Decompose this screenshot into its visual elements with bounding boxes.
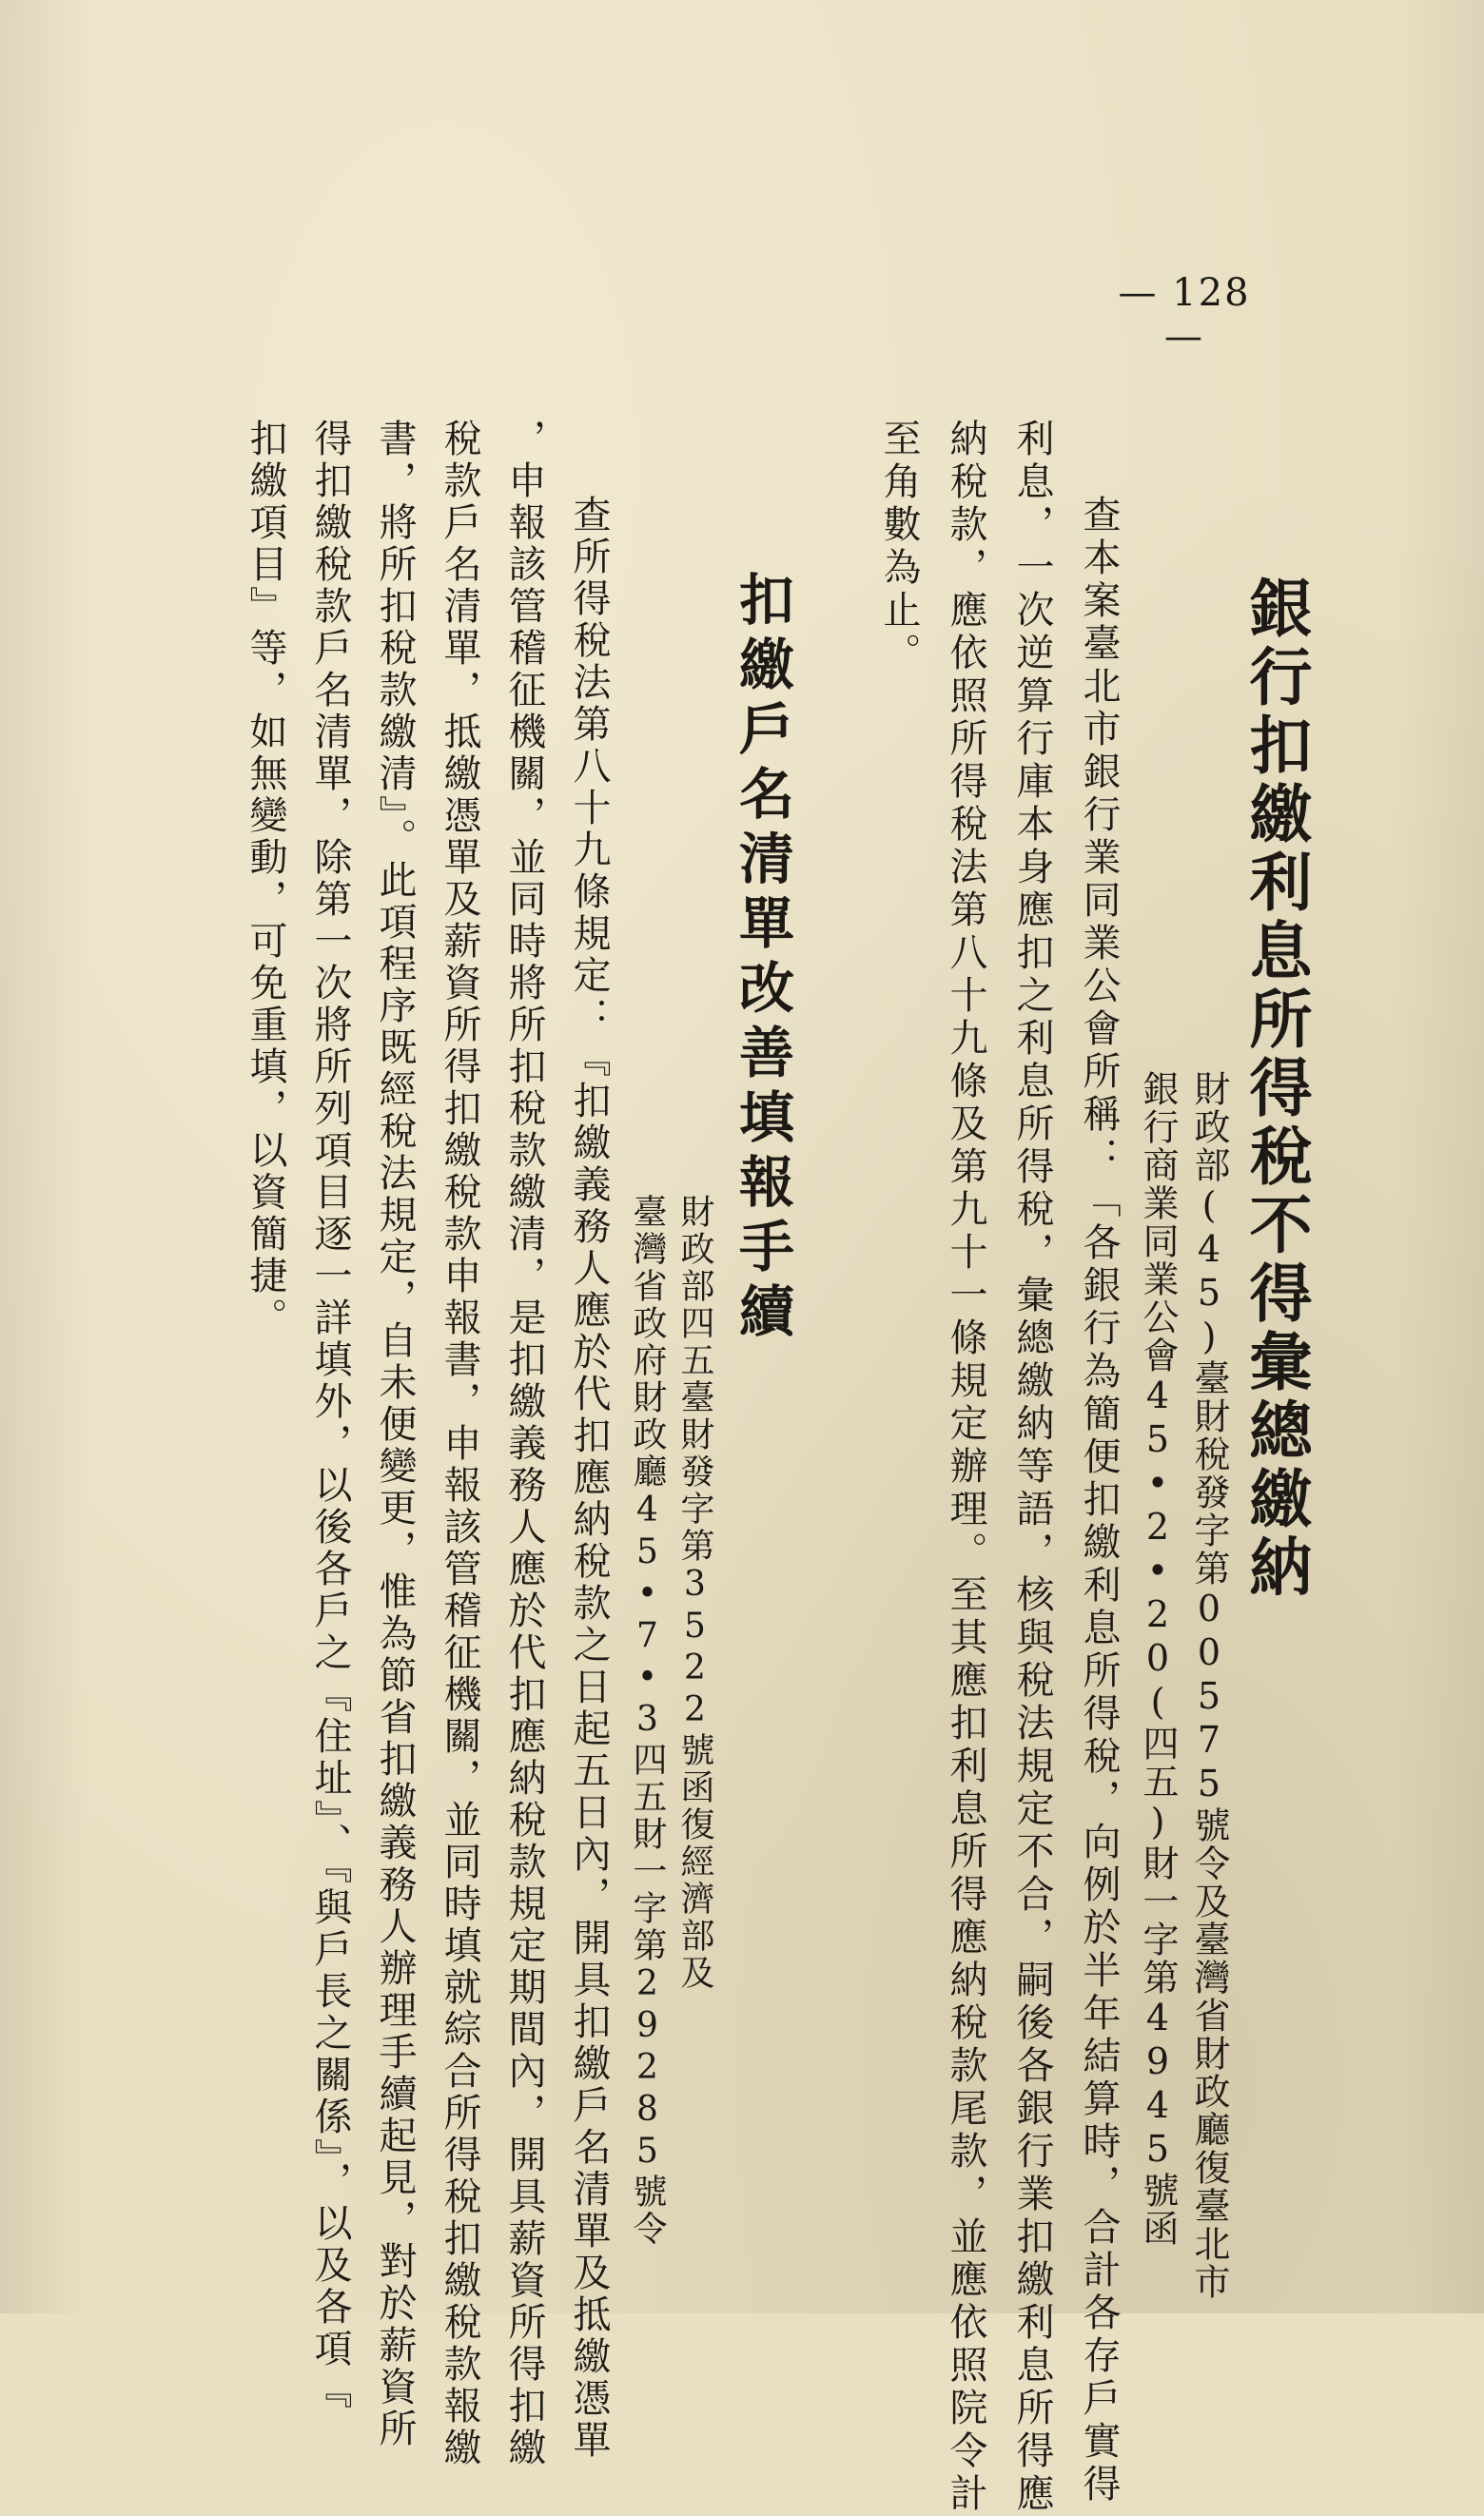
section-2-source-line: 臺灣省政府財政廳45•7•3四五財一字第29285號令	[628, 1194, 667, 2248]
section-2-title: 扣繳戶名清單改善填報手續	[730, 571, 794, 1347]
section-2-paragraph: 扣繳項目』等，如無變動，可免重填，以資簡捷。	[244, 419, 287, 1339]
section-2-paragraph: 得扣繳稅款戶名清單，除第一次將所列項目逐一詳填外，以後各戶之『住址』、『與戶長之關係』，以及各項『	[308, 419, 352, 2412]
section-2-source-line: 財政部四五臺財發字第3522號函復經濟部及	[675, 1194, 714, 1992]
section-2-paragraph: 查所得稅法第八十九條規定：『扣繳義務人應於代扣應納稅款之日起五日內，開具扣繳戶名清單及抵繳憑單	[567, 495, 611, 2462]
section-2-paragraph: ，申報該管稽征機關，並同時將所扣稅款繳清，是扣繳義務人應於代扣應納稅款規定期間內，開具薪資所得扣繳	[502, 419, 546, 2469]
section-1-body	[866, 419, 1132, 2516]
section-1-title: 銀行扣繳利息所得稅不得彙總繳納	[1239, 575, 1313, 1603]
section-1-source-line: 銀行商業同業公會45•2•20(四五)財一字第4945號函	[1137, 1070, 1179, 2248]
section-1-source-line: 財政部(45)臺財稅發字第00575號令及臺灣省財政廳復臺北市	[1188, 1070, 1230, 2301]
section-2-source	[623, 1194, 718, 2248]
page-number: — 128 —	[1118, 271, 1251, 359]
section-2-paragraph: 書，將所扣稅款繳清』。此項程序既經稅法規定，自未便變更，惟為節省扣繳義務人辦理手續起見，對於薪資所	[373, 419, 417, 2450]
section-2-paragraph: 稅款戶名清單，抵繳憑單及薪資所得扣繳稅款申報書，申報該管稽征機關，並同時填就綜合所得稅扣繳稅款報繳	[438, 419, 481, 2469]
section-1-paragraph: 查本案臺北市銀行業同業公會所稱：「各銀行為簡便扣繳利息所得稅，向例於半年結算時，合計各存戶實得	[1077, 495, 1121, 2506]
section-1-paragraph: 利息，一次逆算行庫本身應扣之利息所得稅，彙總繳納等語，核與稅法規定不合，嗣後各銀行業扣繳利息所得應	[1010, 419, 1054, 2516]
section-1-paragraph: 至角數為止。	[877, 419, 921, 675]
section-1-source	[1132, 1070, 1235, 2301]
section-2-body	[233, 419, 621, 2469]
section-1-paragraph: 納稅款，應依照所得稅法第八十九條及第九十一條規定辦理。至其應扣利息所得應納稅款尾款，並應依照院令計	[944, 419, 987, 2516]
